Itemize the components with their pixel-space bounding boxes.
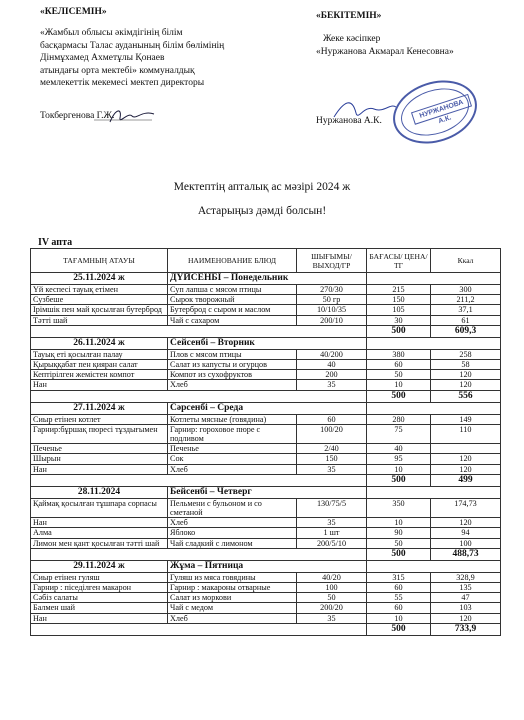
dish-row [31,444,501,454]
dish-price: 40 [367,444,431,454]
approval-line-right-1: Жеке кәсіпкер [323,34,381,44]
dish-kcal: 120 [431,370,501,380]
dish-name-kk: Сиыр етінен гуляш [31,572,168,582]
col-header-kk: ТАҒАМНЫҢ АТАУЫ [31,249,168,273]
day-total-row [31,390,501,402]
dish-name-ru: Хлеб [168,464,297,474]
day-date: 27.11.2024 ж [31,402,168,414]
dish-row [31,572,501,582]
dish-yield: 60 [297,414,367,424]
dish-kcal: 47 [431,593,501,603]
col-header-ru: НАИМЕНОВАНИЕ БЛЮД [168,249,297,273]
dish-name-kk: Лимон мен қант қосылған тәтті шай [31,538,168,548]
dish-price: 10 [367,380,431,390]
total-blank [31,474,367,486]
dish-kcal: 120 [431,454,501,464]
col-header-kcal: Ккал [431,249,501,273]
signature-left [92,104,172,128]
dish-name-ru: Бутерброд с сыром и маслом [168,305,297,315]
dish-kcal: 135 [431,583,501,593]
dish-row [31,349,501,359]
day-date: 29.11.2024 ж [31,560,168,572]
dish-name-ru: Компот из сухофруктов [168,370,297,380]
dish-name-ru: Яблоко [168,528,297,538]
dish-name-kk: Гарнир:бұршақ пюресі тұздығымен [31,424,168,443]
dish-kcal: 174,73 [431,498,501,517]
dish-yield: 35 [297,380,367,390]
total-blank [31,390,367,402]
dish-row [31,498,501,517]
dish-yield: 50 [297,593,367,603]
dish-row [31,285,501,295]
total-kcal: 488,73 [431,548,501,560]
day-total-row [31,325,501,337]
total-kcal: 499 [431,474,501,486]
dish-kcal: 58 [431,360,501,370]
dish-name-kk: Нан [31,613,168,623]
dish-name-ru: Салат из капусты и огурцов [168,360,297,370]
total-kcal: 733,9 [431,623,501,635]
dish-row [31,593,501,603]
approval-line: мемлекеттік мекемесі мектеп директоры [40,78,205,88]
dish-name-kk: Үй кеспесі тауық етімен [31,285,168,295]
dish-kcal: 149 [431,414,501,424]
dish-name-kk: Нан [31,464,168,474]
dish-price: 50 [367,370,431,380]
dish-yield: 100/20 [297,424,367,443]
total-blank [31,548,367,560]
dish-yield: 150 [297,454,367,464]
dish-name-kk: Сәбіз салаты [31,593,168,603]
signer-left-name: Токбергенова Г.Ж. [40,111,115,121]
dish-row [31,613,501,623]
dish-price: 10 [367,464,431,474]
dish-name-kk: Балмен шай [31,603,168,613]
day-name: Сәрсенбі – Среда [168,402,367,414]
dish-name-ru: Чай с медом [168,603,297,613]
day-header-row [31,273,501,285]
day-blank [367,560,501,572]
dish-name-ru: Хлеб [168,518,297,528]
dish-name-kk: Гарнир : піседілген макарон [31,583,168,593]
dish-name-kk: Ірімшік пен май қосылған бутерброд [31,305,168,315]
dish-row [31,414,501,424]
dish-row [31,603,501,613]
dish-price: 95 [367,454,431,464]
approval-title-right: «БЕКІТЕМІН» [316,11,382,21]
dish-yield: 100 [297,583,367,593]
approval-title-left: «КЕЛІСЕМІН» [40,7,107,17]
dish-kcal: 300 [431,285,501,295]
day-date: 28.11.2024 [31,486,168,498]
week-label: IV апта [38,237,73,248]
approval-line: басқармасы Талас ауданының білім бөлімінің [40,40,225,51]
dish-price: 90 [367,528,431,538]
menu-table [30,248,501,636]
approval-line: Дінмұхамед Ахметұлы Қонаев [40,53,165,63]
dish-price: 315 [367,572,431,582]
day-total-row [31,623,501,635]
dish-kcal: 100 [431,538,501,548]
dish-yield: 200 [297,370,367,380]
day-header-row [31,486,501,498]
dish-kcal: 211,2 [431,295,501,305]
dish-row [31,538,501,548]
signer-right-name: Нуржанова А.К. [316,116,382,126]
dish-kcal [431,444,501,454]
dish-yield: 200/10 [297,315,367,325]
col-header-price: БАҒАСЫ/ ЦЕНА/ТГ [367,249,431,273]
day-name: ДҮЙСЕНБІ – Понедельник [168,273,367,285]
dish-yield: 40/20 [297,572,367,582]
total-price: 500 [367,390,431,402]
dish-name-kk: Шырын [31,454,168,464]
dish-kcal: 120 [431,380,501,390]
dish-price: 60 [367,360,431,370]
dish-row [31,583,501,593]
day-date: 26.11.2024 ж [31,337,168,349]
dish-name-kk: Қырыққабат пен қияран салат [31,360,168,370]
dish-kcal: 94 [431,528,501,538]
dish-name-kk: Тауық еті қосылған палау [31,349,168,359]
dish-price: 10 [367,613,431,623]
dish-name-ru: Котлеты мясные (говядина) [168,414,297,424]
dish-name-ru: Салат из моркови [168,593,297,603]
total-blank [31,325,367,337]
approval-line: «Жамбыл облысы әкімдігінің білім [40,28,183,38]
total-kcal: 556 [431,390,501,402]
dish-row [31,424,501,443]
dish-name-ru: Чай сладкий с лимоном [168,538,297,548]
dish-name-ru: Сок [168,454,297,464]
dish-yield: 40/200 [297,349,367,359]
menu-title: Мектептің апталық ас мәзірі 2024 ж [173,181,351,193]
day-name: Жұма – Пятница [168,560,367,572]
day-blank [367,337,501,349]
dish-price: 215 [367,285,431,295]
dish-name-kk: Алма [31,528,168,538]
dish-row [31,518,501,528]
dish-price: 10 [367,518,431,528]
dish-price: 60 [367,583,431,593]
approval-line: атындағы орта мектебі» коммуналдық [40,65,195,76]
dish-yield: 200/5/10 [297,538,367,548]
day-blank [367,486,501,498]
dish-name-kk: Тәтті шай [31,315,168,325]
dish-name-kk: Кептірілген жемістен компот [31,370,168,380]
dish-name-ru: Плов с мясом птицы [168,349,297,359]
dish-kcal: 110 [431,424,501,443]
dish-name-ru: Чай с сахаром [168,315,297,325]
day-header-row [31,560,501,572]
dish-name-kk: Печенье [31,444,168,454]
dish-kcal: 258 [431,349,501,359]
dish-name-kk: Сиыр етінен котлет [31,414,168,424]
dish-row [31,454,501,464]
dish-yield: 10/10/35 [297,305,367,315]
dish-row [31,464,501,474]
day-header-row [31,402,501,414]
day-total-row [31,548,501,560]
dish-name-ru: Гарнир : макароны отварные [168,583,297,593]
dish-price: 150 [367,295,431,305]
dish-row [31,370,501,380]
dish-yield: 270/30 [297,285,367,295]
total-price: 500 [367,623,431,635]
dish-row [31,380,501,390]
dish-name-ru: Гарнир: гороховое пюре с подливом [168,424,297,443]
approval-text-left [40,27,280,90]
dish-yield: 1 шт [297,528,367,538]
dish-name-ru: Хлеб [168,380,297,390]
dish-name-kk: Сузбеше [31,295,168,305]
day-blank [367,402,501,414]
dish-kcal: 37,1 [431,305,501,315]
col-header-yield: ШЫҒЫМЫ/ ВЫХОД/ГР [297,249,367,273]
dish-kcal: 103 [431,603,501,613]
dish-row [31,295,501,305]
dish-row [31,528,501,538]
dish-name-kk: Қаймақ қосылған тұшпара сорпасы [31,498,168,517]
day-blank [367,273,501,285]
approval-line-right-2: «Нуржанова Акмарал Кенесовна» [316,47,454,57]
dish-name-ru: Сырок творожный [168,295,297,305]
day-header-row [31,337,501,349]
dish-name-kk: Нан [31,380,168,390]
day-date: 25.11.2024 ж [31,273,168,285]
dish-name-ru: Суп лапша с мясом птицы [168,285,297,295]
dish-kcal: 120 [431,464,501,474]
dish-price: 60 [367,603,431,613]
stamp-text: НУРЖАНОВА А.К. [411,94,472,125]
dish-row [31,305,501,315]
day-name: Бейсенбі – Четверг [168,486,367,498]
dish-price: 75 [367,424,431,443]
total-price: 500 [367,325,431,337]
dish-row [31,315,501,325]
dish-name-ru: Печенье [168,444,297,454]
total-price: 500 [367,474,431,486]
dish-name-ru: Хлеб [168,613,297,623]
dish-yield: 2/40 [297,444,367,454]
dish-yield: 35 [297,518,367,528]
dish-name-ru: Пельмени с бульоном и со сметаной [168,498,297,517]
dish-price: 55 [367,593,431,603]
dish-kcal: 328,9 [431,572,501,582]
dish-name-ru: Гуляш из мяса говядины [168,572,297,582]
dish-yield: 40 [297,360,367,370]
total-blank [31,623,367,635]
dish-yield: 35 [297,464,367,474]
dish-price: 105 [367,305,431,315]
dish-yield: 35 [297,613,367,623]
dish-yield: 50 гр [297,295,367,305]
day-total-row [31,474,501,486]
dish-kcal: 120 [431,613,501,623]
dish-row [31,360,501,370]
total-price: 500 [367,548,431,560]
day-name: Сейсенбі – Вторник [168,337,367,349]
dish-kcal: 61 [431,315,501,325]
dish-price: 280 [367,414,431,424]
dish-price: 30 [367,315,431,325]
dish-yield: 200/20 [297,603,367,613]
total-kcal: 609,3 [431,325,501,337]
dish-price: 350 [367,498,431,517]
menu-subtitle: Астарыңыз дәмді болсын! [197,205,327,217]
dish-price: 50 [367,538,431,548]
dish-yield: 130/75/5 [297,498,367,517]
dish-name-kk: Нан [31,518,168,528]
dish-kcal: 120 [431,518,501,528]
dish-price: 380 [367,349,431,359]
